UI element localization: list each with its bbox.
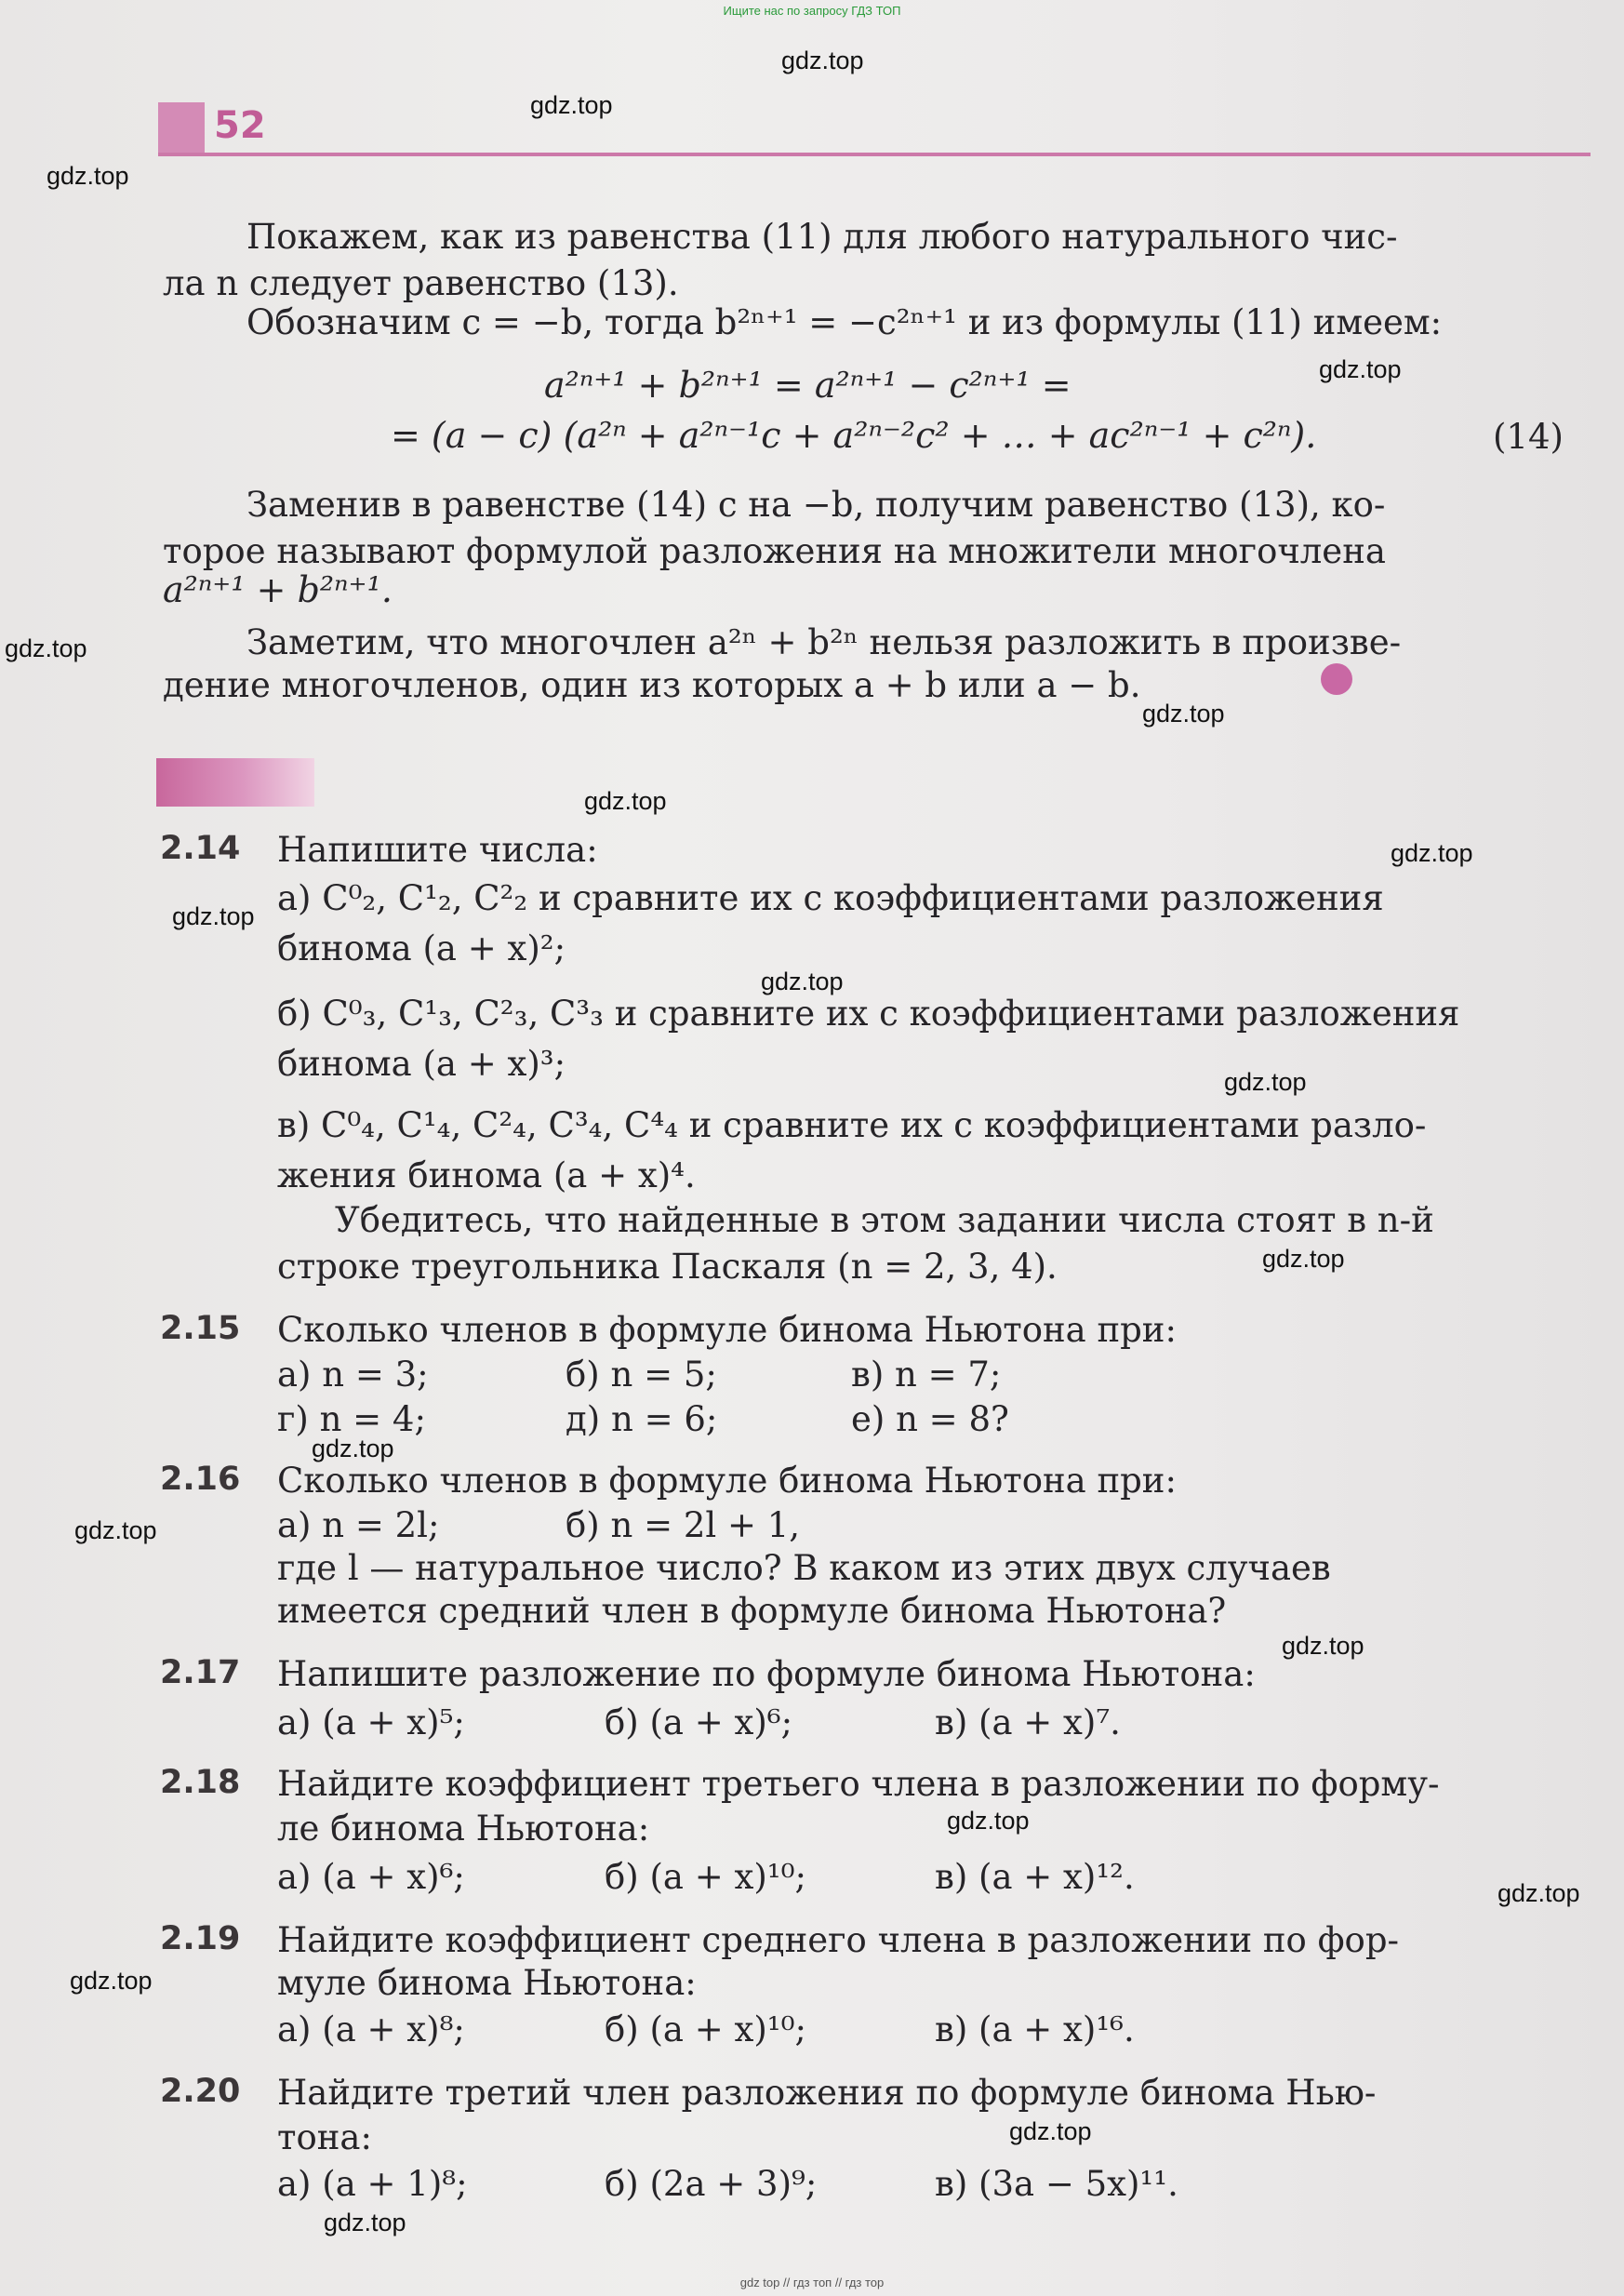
header-pink-block (158, 102, 205, 156)
problem-2-18-text-2: ле бинома Ньютона: (277, 1809, 650, 1849)
problem-2-15-b: б) n = 5; (566, 1355, 717, 1395)
watermark: gdz.top (47, 162, 129, 190)
paragraph-replace-1: Заменив в равенстве (14) c на −b, получим равенство (13), ко- (246, 485, 1386, 525)
problem-2-20-c: в) (3a − 5x)¹¹. (935, 2164, 1178, 2204)
problem-2-15-d: г) n = 4; (277, 1399, 426, 1439)
watermark: gdz.top (1009, 2117, 1092, 2145)
watermark: gdz.top (761, 968, 844, 995)
paragraph-replace-2: торое называют формулой разложения на множители многочлена (163, 531, 1386, 571)
problem-2-20-text-2: тона: (277, 2117, 372, 2157)
problem-2-20-a: а) (a + 1)⁸; (277, 2164, 468, 2204)
problem-2-17-b: б) (a + x)⁶; (605, 1702, 793, 1742)
header-rule (158, 153, 1591, 156)
watermark: gdz.top (584, 787, 667, 815)
problem-2-18-a: а) (a + x)⁶; (277, 1857, 465, 1897)
watermark: gdz.top (947, 1807, 1030, 1835)
problem-2-19-text-2: муле бинома Ньютона: (277, 1963, 697, 2003)
problem-2-14-c-line-2: жения бинома (a + x)⁴. (277, 1155, 696, 1195)
problem-2-18-text-1: Найдите коэффициент третьего члена в разложении по форму- (277, 1764, 1440, 1804)
problem-2-14-check-1: Убедитесь, что найденные в этом задании числа стоят в n-й (335, 1200, 1434, 1240)
watermark: gdz.top (312, 1435, 394, 1462)
problem-2-19-text-1: Найдите коэффициент среднего члена в разложении по фор- (277, 1920, 1400, 1960)
exercises-section-bar (156, 758, 314, 807)
end-of-section-bullet (1321, 663, 1352, 695)
intro-line-1: Покажем, как из равенства (11) для любого натурального чис- (246, 217, 1398, 257)
problem-2-17-a: а) (a + x)⁵; (277, 1702, 465, 1742)
problem-2-15-a: а) n = 3; (277, 1355, 429, 1395)
watermark: gdz.top (1319, 355, 1402, 383)
problem-2-20-text-1: Найдите третий член разложения по формуле бинома Нью- (277, 2073, 1377, 2113)
top-search-hint[interactable]: Ищите нас по запросу ГДЗ ТОП (723, 4, 901, 18)
watermark: gdz.top (1282, 1632, 1364, 1660)
problem-2-15-text: Сколько членов в формуле бинома Ньютона при: (277, 1310, 1177, 1350)
polynomial-sum: a²ⁿ⁺¹ + b²ⁿ⁺¹. (163, 569, 393, 610)
problem-2-16-a: а) n = 2l; (277, 1505, 440, 1545)
problem-2-20-b: б) (2a + 3)⁹; (605, 2164, 818, 2204)
problem-2-14-text: Напишите числа: (277, 830, 598, 870)
problem-2-15-c: в) n = 7; (851, 1355, 1002, 1395)
page-header (158, 102, 1591, 156)
problem-number-2-20: 2.20 (160, 2073, 241, 2110)
problem-2-17-text: Напишите разложение по формуле бинома Ньютона: (277, 1654, 1256, 1694)
page-number: 52 (214, 104, 266, 147)
problem-2-18-b: б) (a + x)¹⁰; (605, 1857, 806, 1897)
problem-2-14-c-line-1: в) C⁰₄, C¹₄, C²₄, C³₄, C⁴₄ и сравните их с коэффициентами разло- (277, 1105, 1427, 1145)
problem-2-17-c: в) (a + x)⁷. (935, 1702, 1121, 1742)
watermark: gdz.top (781, 47, 864, 74)
problem-2-15-e: д) n = 6; (566, 1399, 718, 1439)
problem-2-14-a-line-2: бинома (a + x)²; (277, 928, 566, 968)
problem-2-19-c: в) (a + x)¹⁶. (935, 2009, 1135, 2049)
problem-2-15-f: е) n = 8? (851, 1399, 1009, 1439)
problem-2-14-a-line-1: а) C⁰₂, C¹₂, C²₂ и сравните их с коэффициентами разложения (277, 878, 1384, 918)
watermark: gdz.top (1262, 1245, 1345, 1273)
watermark: gdz.top (1224, 1068, 1307, 1096)
problem-number-2-14: 2.14 (160, 830, 241, 867)
problem-2-16-text: Сколько членов в формуле бинома Ньютона при: (277, 1461, 1177, 1501)
problem-2-19-a: а) (a + x)⁸; (277, 2009, 465, 2049)
problem-2-16-where-2: имеется средний член в формуле бинома Ньютона? (277, 1591, 1227, 1631)
intro-line-2: ла n следует равенство (13). (163, 263, 679, 303)
watermark: gdz.top (74, 1516, 157, 1544)
intro-line-3: Обозначим c = −b, тогда b²ⁿ⁺¹ = −c²ⁿ⁺¹ и из формулы (11) имеем: (246, 302, 1443, 342)
problem-2-14-check-2: строке треугольника Паскаля (n = 2, 3, 4). (277, 1247, 1058, 1287)
watermark: gdz.top (172, 902, 255, 930)
equation-number-14: (14) (1493, 417, 1564, 457)
problem-2-19-b: б) (a + x)¹⁰; (605, 2009, 806, 2049)
watermark: gdz.top (530, 91, 613, 119)
problem-2-14-b-line-2: бинома (a + x)³; (277, 1044, 566, 1084)
problem-2-16-where-1: где l — натуральное число? В каком из этих двух случаев (277, 1548, 1331, 1588)
bottom-source-note[interactable]: gdz top // гдз топ // гдз тор (739, 2276, 885, 2289)
watermark: gdz.top (324, 2209, 406, 2236)
watermark: gdz.top (70, 1967, 153, 1995)
watermark: gdz.top (5, 634, 87, 662)
paragraph-note-1: Заметим, что многочлен a²ⁿ + b²ⁿ нельзя разложить в произве- (246, 622, 1402, 662)
problem-number-2-17: 2.17 (160, 1654, 241, 1691)
watermark: gdz.top (1391, 839, 1473, 867)
paragraph-note-2: дение многочленов, один из которых a + b или a − b. (163, 665, 1141, 705)
problem-number-2-16: 2.16 (160, 1461, 241, 1498)
problem-2-14-b-line-1: б) C⁰₃, C¹₃, C²₃, C³₃ и сравните их с коэффициентами разложения (277, 994, 1460, 1034)
problem-2-18-c: в) (a + x)¹². (935, 1857, 1135, 1897)
watermark: gdz.top (1142, 700, 1225, 728)
watermark: gdz.top (1498, 1879, 1580, 1907)
formula-14-line-2: = (a − c) (a²ⁿ + a²ⁿ⁻¹c + a²ⁿ⁻²c² + … + ac²ⁿ⁻¹ + c²ⁿ). (391, 415, 1317, 456)
problem-number-2-19: 2.19 (160, 1920, 241, 1957)
formula-14-line-1: a²ⁿ⁺¹ + b²ⁿ⁺¹ = a²ⁿ⁺¹ − c²ⁿ⁺¹ = (544, 365, 1072, 406)
problem-number-2-18: 2.18 (160, 1764, 241, 1801)
problem-number-2-15: 2.15 (160, 1310, 241, 1347)
problem-2-16-b: б) n = 2l + 1, (566, 1505, 801, 1545)
